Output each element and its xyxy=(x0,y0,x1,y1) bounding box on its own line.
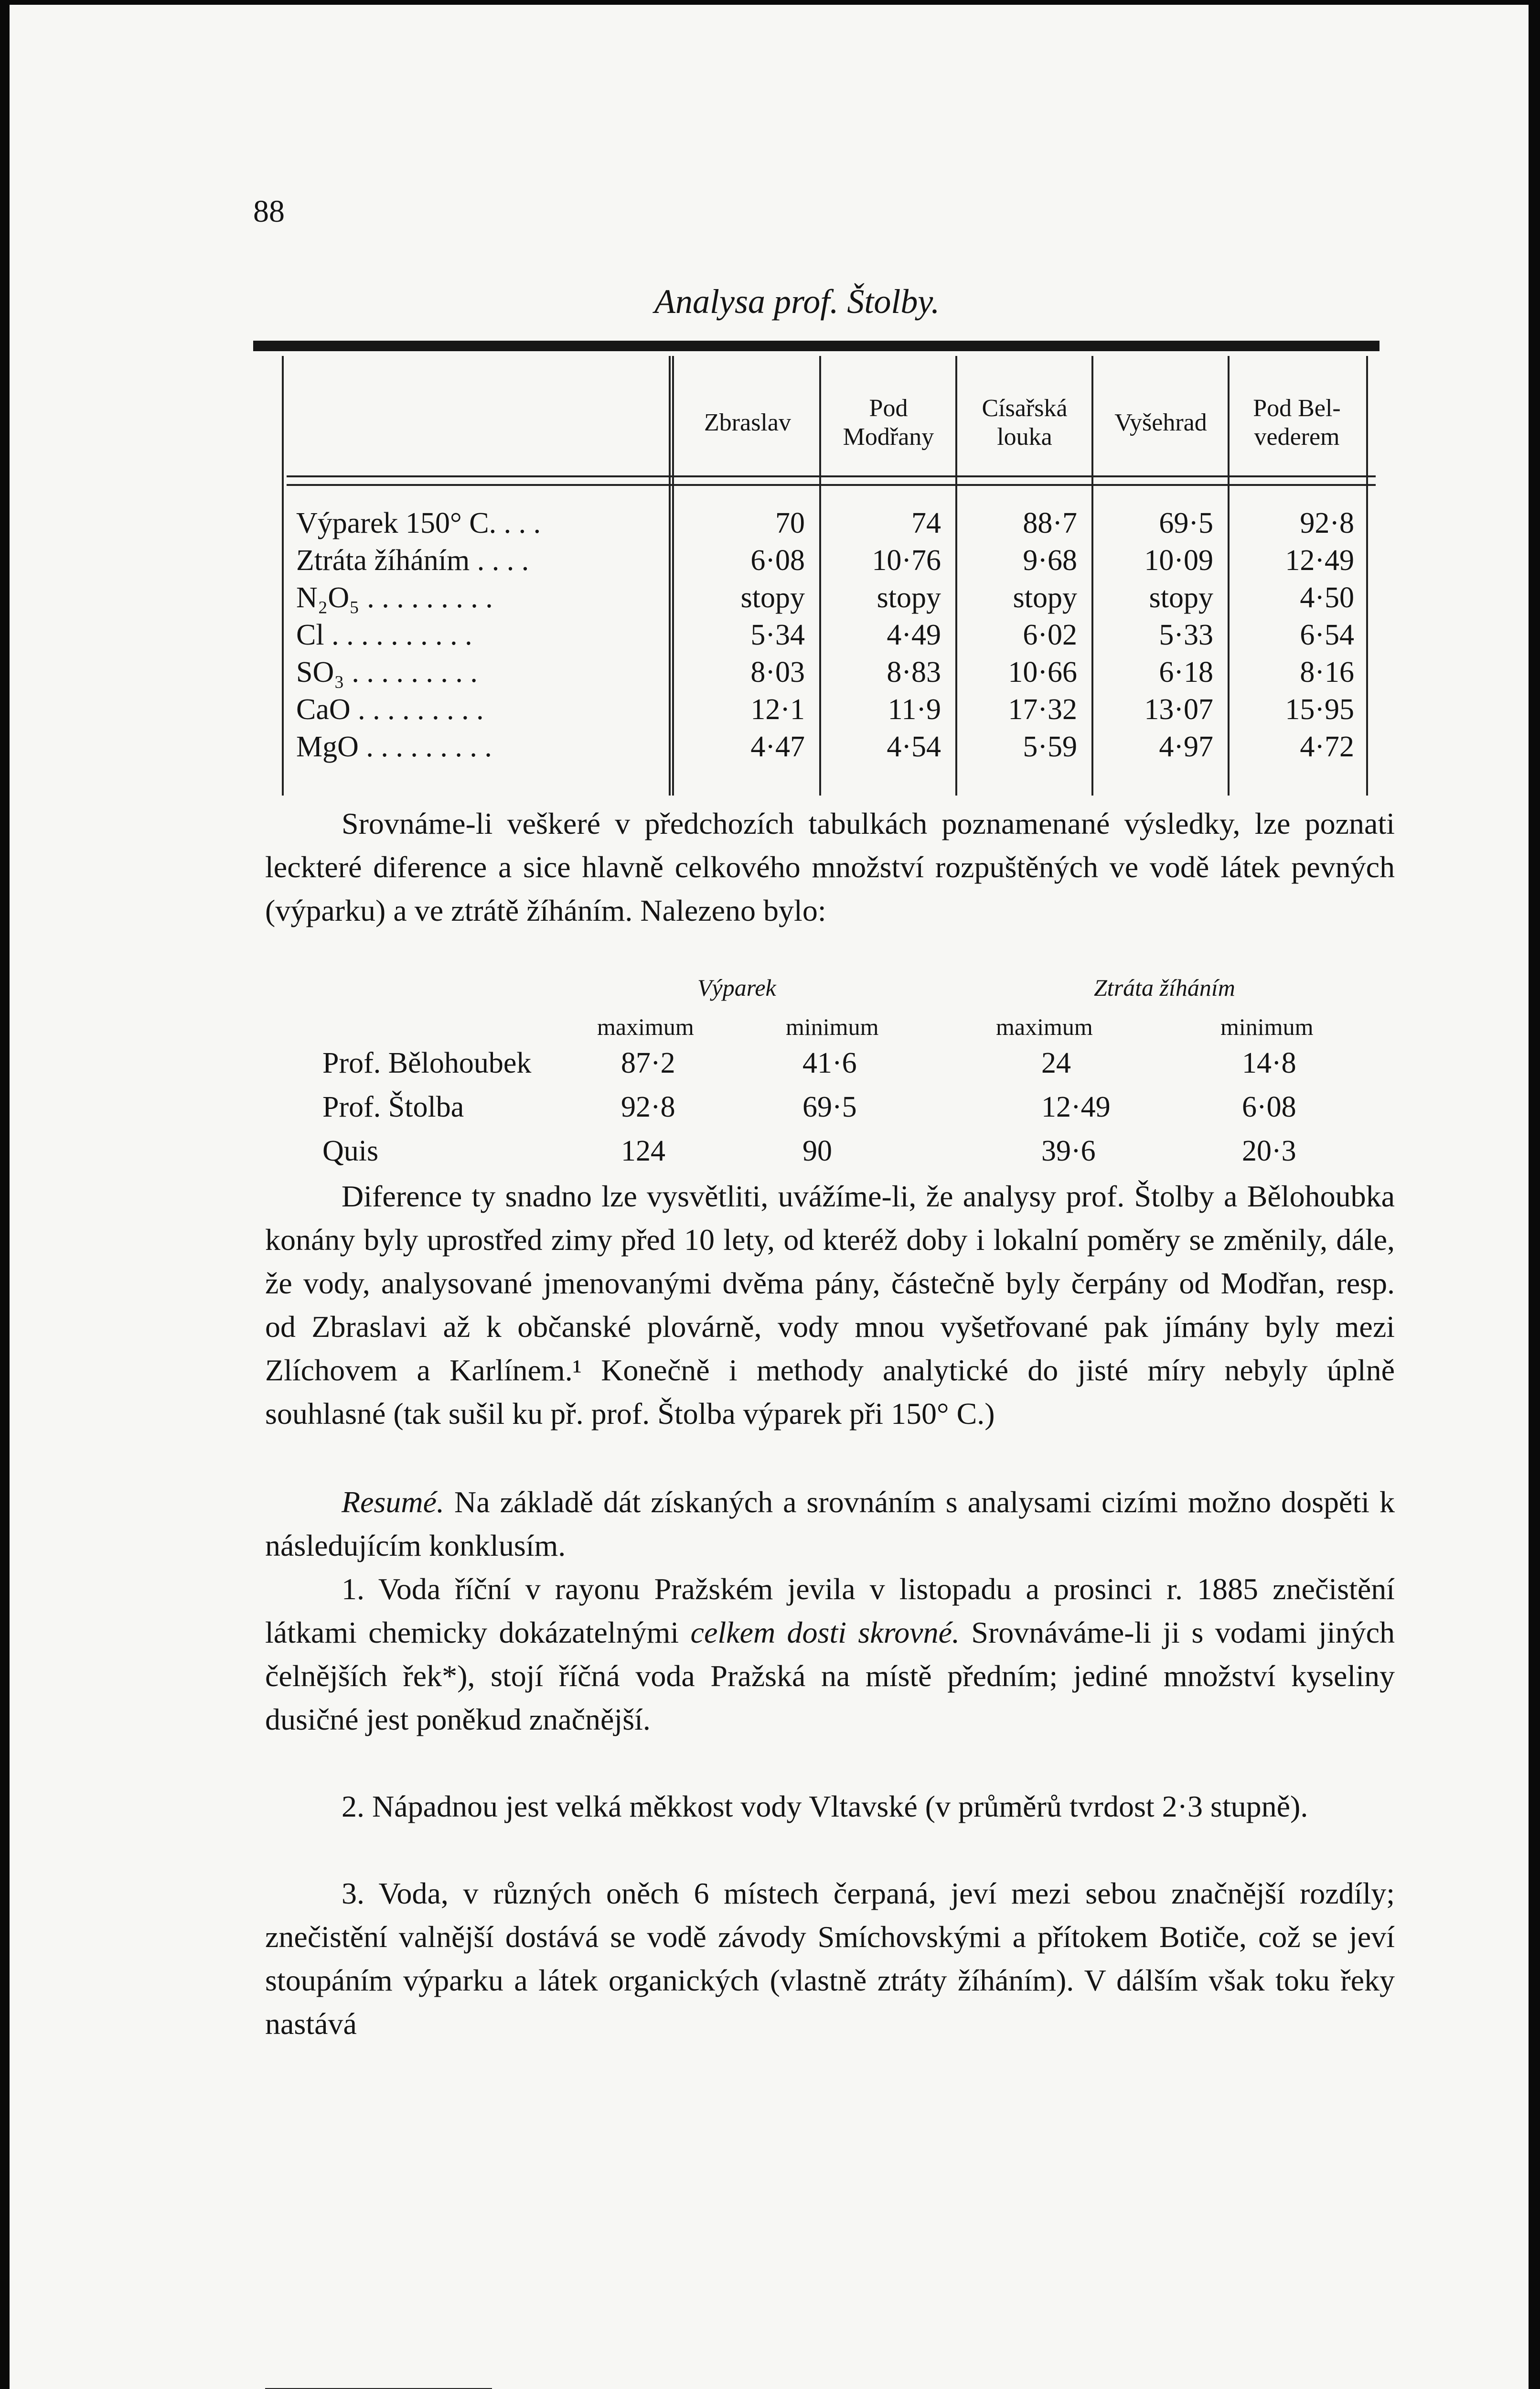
column-header: Zbraslav xyxy=(704,409,791,437)
comparison-subheader: maximum xyxy=(597,1013,694,1040)
comparison-cell: 14·8 xyxy=(1242,1047,1296,1079)
comparison-cell: 20·3 xyxy=(1242,1135,1296,1167)
table-cell: 11·9 xyxy=(888,693,941,726)
comparison-cell: 90 xyxy=(802,1135,832,1167)
table-cell: stopy xyxy=(740,581,805,614)
table-cell: 15·95 xyxy=(1285,693,1354,726)
paragraph: Srovnáme-li veškeré v předchozích tabulkách poznamenané výsledky, lze poznati leckteré diference a sice hlavně celkového množství rozpuštěných ve vodě látek pevných (výparku) a ve ztrátě žíháním. Nalezeno bylo: xyxy=(265,807,1395,927)
row-label: CaO . . . . . . . . . xyxy=(296,693,484,726)
comparison-cell: 124 xyxy=(621,1135,665,1167)
table-cell: 4·49 xyxy=(887,619,941,651)
table-cell: 4·47 xyxy=(750,731,805,763)
table-cell: 9·68 xyxy=(1023,544,1077,577)
table-cell: 4·50 xyxy=(1300,581,1354,614)
table-cell: 88·7 xyxy=(1023,507,1077,539)
comparison-cell: 69·5 xyxy=(802,1091,857,1123)
table-cell: 69·5 xyxy=(1159,507,1213,539)
row-label: Cl . . . . . . . . . . xyxy=(296,619,472,651)
table-cell: 5·59 xyxy=(1023,731,1077,763)
row-label: MgO . . . . . . . . . xyxy=(296,731,492,763)
column-header: Vyšehrad xyxy=(1114,409,1207,437)
row-label: Ztráta žíháním . . . . xyxy=(296,544,529,577)
row-label: SO₃ . . . . . . . . . xyxy=(296,656,478,689)
table-cell: 8·16 xyxy=(1300,656,1354,689)
comparison-cell: 41·6 xyxy=(802,1047,857,1079)
table-cell: 10·09 xyxy=(1144,544,1213,577)
book-page xyxy=(10,5,1529,2389)
table-cell: stopy xyxy=(1149,581,1213,614)
comparison-cell: 12·49 xyxy=(1041,1091,1111,1123)
table-cell: 74 xyxy=(911,507,941,539)
table-cell: 6·54 xyxy=(1300,619,1354,651)
paragraph: Diference ty snadno lze vysvětliti, uvážíme-li, že analysy prof. Štolby a Bělohoubka konány byly uprostřed zimy před 10 lety, od kteréž doby i lokalní poměry se změnily, dále, že vody, analysované jmenovanými dvěma pány, částečně byly čerpány od Modřan, resp. od Zbraslavi až k občanské plovárně, vody mnou vyšetřované pak jímány byly mezi Zlíchovem a Karlínem.¹ Konečně i methody analytické do jisté míry nebyly úplně souhlasné (tak sušil ku př. prof. Štolba výparek při 150° C.) xyxy=(265,1179,1395,1431)
table-cell: 92·8 xyxy=(1300,507,1354,539)
table-cell: 4·54 xyxy=(887,731,941,763)
comparison-group-header: Ztráta žíháním xyxy=(1094,974,1235,1001)
table-cell: 6·18 xyxy=(1159,656,1213,689)
page-number: 88 xyxy=(253,194,285,229)
comparison-cell: 39·6 xyxy=(1041,1135,1096,1167)
top-rule xyxy=(253,341,1380,351)
paragraph: 1. Voda říční v rayonu Pražském jevila v listopadu a prosinci r. 1885 znečistění látkami chemicky dokázatelnými celkem dosti skrovné. Srovnáváme-li ji s vodami jiných čelnějších řek*), stojí říčná voda Pražská na místě předním; jediné množství kyseliny dusičné jest poněkud značnější. xyxy=(265,1572,1395,1736)
comparison-cell: 92·8 xyxy=(621,1091,675,1123)
table-cell: stopy xyxy=(1013,581,1077,614)
table-cell: 6·02 xyxy=(1023,619,1077,651)
comparison-row-name: Prof. Bělohoubek xyxy=(322,1047,532,1079)
comparison-cell: 87·2 xyxy=(621,1047,675,1079)
table-cell: 6·08 xyxy=(750,544,805,577)
paragraph: 3. Voda, v různých oněch 6 místech čerpaná, jeví mezi sebou značnější rozdíly; znečistění valnější dostává se vodě závody Smíchovskými a přítokem Botiče, což se jeví stoupáním výparku a látek organických (vlastně ztráty žíháním). V dálším však toku řeky nastává xyxy=(265,1876,1395,2041)
paragraph: Resumé. Na základě dát získaných a srovnáním s analysami cizími možno dospěti k následujícím konklusím. xyxy=(265,1485,1395,1562)
table-cell: 12·49 xyxy=(1285,544,1354,577)
comparison-subheader: maximum xyxy=(996,1013,1093,1040)
comparison-subheader: minimum xyxy=(786,1013,879,1040)
column-header: Císařská louka xyxy=(982,395,1068,451)
table-cell: 10·66 xyxy=(1008,656,1077,689)
table-cell: 4·72 xyxy=(1300,731,1354,763)
resume-label: Resumé. xyxy=(342,1485,445,1519)
table-cell: 10·76 xyxy=(872,544,941,577)
column-header: Pod Bel- vederem xyxy=(1253,395,1341,451)
comparison-group-header: Výparek xyxy=(697,974,776,1001)
table-cell: 5·34 xyxy=(750,619,805,651)
table-cell: 4·97 xyxy=(1159,731,1213,763)
comparison-subheader: minimum xyxy=(1220,1013,1314,1040)
section-heading: Analysa prof. Štolby. xyxy=(654,282,940,321)
comparison-cell: 6·08 xyxy=(1242,1091,1296,1123)
table-cell: stopy xyxy=(877,581,941,614)
table-cell: 17·32 xyxy=(1008,693,1077,726)
paragraph: 2. Nápadnou jest velká měkkost vody Vltavské (v průměrů tvrdost 2·3 stupně). xyxy=(342,1789,1308,1823)
row-label: Výparek 150° C. . . . xyxy=(296,507,541,539)
comparison-row-name: Prof. Štolba xyxy=(322,1091,464,1123)
table-cell: 70 xyxy=(775,507,805,539)
column-header: Pod Modřany xyxy=(843,395,934,451)
comparison-row-name: Quis xyxy=(322,1135,379,1167)
row-label: N₂O₅ . . . . . . . . . xyxy=(296,581,493,614)
table-cell: 5·33 xyxy=(1159,619,1213,651)
table-cell: 13·07 xyxy=(1144,693,1213,726)
table-cell: 12·1 xyxy=(750,693,805,726)
table-cell: 8·03 xyxy=(750,656,805,689)
table-cell: 8·83 xyxy=(887,656,941,689)
comparison-cell: 24 xyxy=(1041,1047,1071,1079)
